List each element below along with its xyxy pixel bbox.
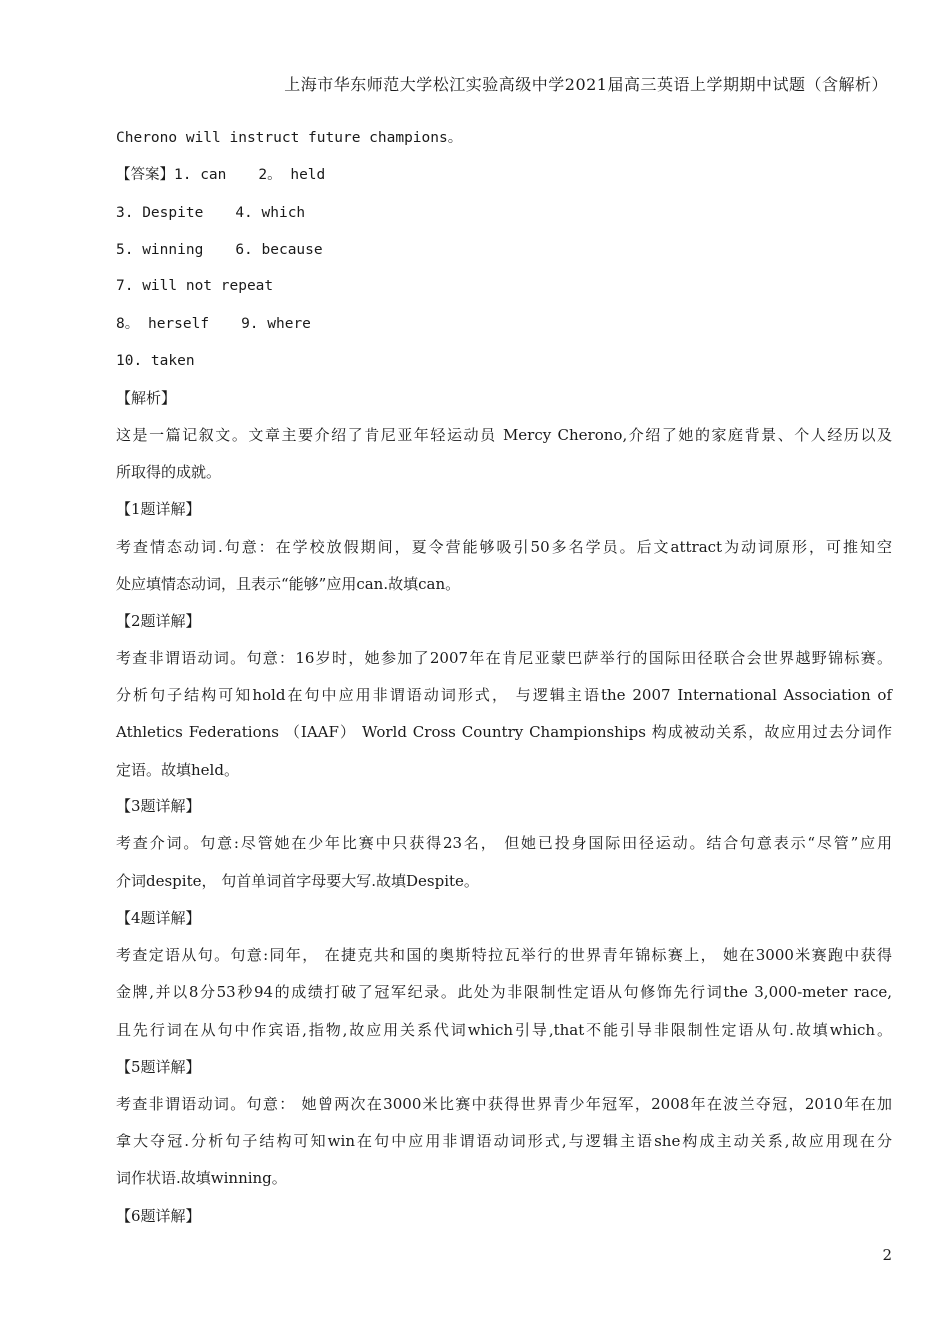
paragraph-line: 词作状语.故填winning。 xyxy=(116,1169,287,1187)
paragraph-line: 考查定语从句。句意:同年， 在捷克共和国的奥斯特拉瓦举行的世界青年锦标赛上， 她在3000米赛跑中获得 xyxy=(116,946,892,964)
answer-row xyxy=(116,164,325,185)
answer-6: 6. because xyxy=(235,242,323,258)
paragraph-line: 考查非谓语动词。句意：16岁时，她参加了2007年在肯尼亚蒙巴萨举行的国际田径联合会世界越野锦标赛。 xyxy=(116,649,892,667)
paragraph-line: 拿大夺冠.分析句子结构可知win在句中应用非谓语动词形式,与逻辑主语she构成主动关系,故应用现在分 xyxy=(116,1132,892,1150)
answer-3: 3. Despite xyxy=(116,205,204,221)
paragraph-line: 金牌,并以8分53秒94的成绩打破了冠军纪录。此处为非限制性定语从句修饰先行词the 3,000-meter race, xyxy=(116,983,892,1001)
section-heading: 【3题详解】 xyxy=(116,797,201,815)
answer-7: 7. will not repeat xyxy=(116,278,274,294)
section-heading: 【4题详解】 xyxy=(116,909,201,927)
answer-9: 9. where xyxy=(241,316,311,332)
answer-1: 【答案】1. can xyxy=(116,167,227,183)
answer-row xyxy=(116,202,305,223)
answer-row xyxy=(116,313,311,334)
answer-row xyxy=(116,239,323,260)
section-heading: 【1题详解】 xyxy=(116,500,201,518)
paragraph-line: 所取得的成就。 xyxy=(116,463,222,481)
text-line: Cherono will instruct future champions。 xyxy=(116,130,463,146)
paragraph-line: 考查情态动词.句意：在学校放假期间，夏令营能够吸引50多名学员。后文attract为动词原形，可推知空 xyxy=(116,538,892,556)
paragraph-line: 且先行词在从句中作宾语,指物,故应用关系代词which引导,that不能引导非限制性定语从句.故填which。 xyxy=(116,1021,892,1039)
section-heading: 【5题详解】 xyxy=(116,1058,201,1076)
paragraph-line: 这是一篇记叙文。文章主要介绍了肯尼亚年轻运动员 Mercy Cherono,介绍了她的家庭背景、个人经历以及 xyxy=(116,426,892,444)
answer-4: 4. which xyxy=(235,205,306,221)
paragraph-line: 考查非谓语动词。句意： 她曾两次在3000米比赛中获得世界青少年冠军，2008年在波兰夺冠，2010年在加 xyxy=(116,1095,892,1113)
section-heading: 【2题详解】 xyxy=(116,612,201,630)
answer-8: 8。 herself xyxy=(116,316,210,332)
paragraph-line: Athletics Federations （IAAF） World Cross Country Championships 构成被动关系，故应用过去分词作 xyxy=(116,723,892,741)
answer-5: 5. winning xyxy=(116,242,204,258)
page-number: 2 xyxy=(882,1246,892,1264)
paragraph-line: 分析句子结构可知hold在句中应用非谓语动词形式， 与逻辑主语the 2007 International Association of xyxy=(116,686,892,704)
paragraph-line: 考查介词。句意:尽管她在少年比赛中只获得23名， 但她已投身国际田径运动。结合句意表示“尽管”应用 xyxy=(116,834,892,852)
paragraph-line: 定语。故填held。 xyxy=(116,761,239,779)
answer-2: 2。 held xyxy=(258,167,326,183)
answer-10: 10. taken xyxy=(116,353,195,369)
paragraph-line: 介词despite， 句首单词首字母要大写.故填Despite。 xyxy=(116,872,479,890)
section-heading: 【6题详解】 xyxy=(116,1207,201,1225)
page-header: 上海市华东师范大学松江实验高级中学2021届高三英语上学期期中试题（含解析） xyxy=(284,75,888,94)
section-heading: 【解析】 xyxy=(116,389,177,407)
paragraph-line: 处应填情态动词，且表示“能够”应用can.故填can。 xyxy=(116,575,461,593)
